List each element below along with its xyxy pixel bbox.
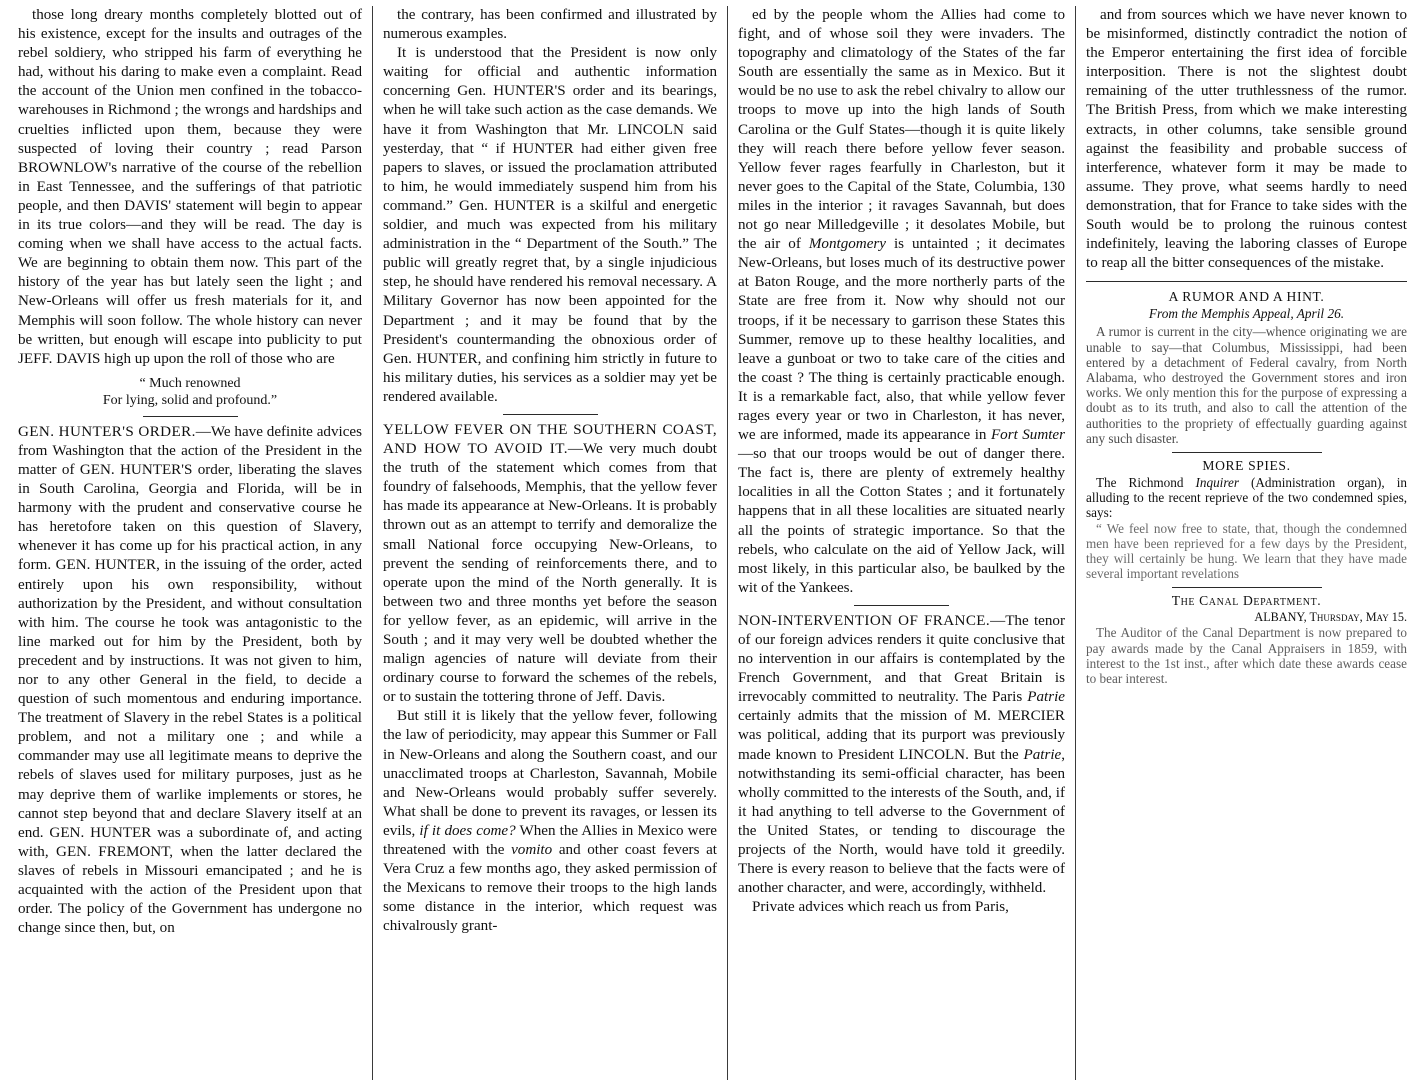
col3-p1-end: —so that our troops would be out of danger there. The fact is, there are plenty of extremely healthy localities in all the Cotton States ; and it fortunately happens that in all these localities are situated nearly all the points of strategic importance. So that the rebels, who calculate on the aid of Yellow Jack, will most likely, in this particular also, be baulked by the wit of the Yankees. [738,446,1065,596]
item-headline-rumor-and-hint: A RUMOR AND A HINT. [1168,289,1325,305]
col3-p1-mid: is untainted ; it decimates New-Orleans, but loses much of its destructive power at Baton Rouge, and the more northerly parts of the State are free from it. Now why should not our troops, if it be necessary to garrison these States this Summer, remove up to these healthy localities, and leave a gunboat or two to take care of the cities and the coast ? The thing is certainly practicable enough. It is a remarkable fact, also, that while yellow fever rages every year or two in Charleston, it has never, we are informed, made its appearance in [738,236,1065,444]
ni-italic-2: Patrie [1023,746,1062,763]
article-headline-yellow-fever: YELLOW FEVER ON THE SOUTHERN COAST, AND HOW TO AVOID IT. [383,421,717,458]
item-quote-more-spies: “ We feel now free to state, that, though the condemned men have been reprieved for a few days by the President, they will certainly be hung. We learn that they have made several important revelations [1086,520,1407,582]
item-headline-canal-department: The Canal Department. [1171,593,1322,609]
ni-pre: —The tenor of our foreign advices renders it quite conclusive that no intervention in our affairs is contemplated by the French Government, and that Great Britain is irrevocably committed to neutrality. The Paris [738,612,1065,706]
column-container [8,6,1417,1080]
col2-divider [503,414,598,415]
col3-divider [854,605,949,606]
verse-line-2: For lying, solid and profound.” [102,392,278,408]
rumor-source-date: April 26. [1293,306,1345,322]
yf-p2-end: and other coast fevers at Vera Cruz a few months ago, they asked permission of the Mexicans to remove their troops to the high lands some distance in the interior, which request was chivalrously grant- [383,842,717,935]
col4-continued-paragraph: and from sources which we have never known to be misinformed, distinctly contradict the notion of the Emperor entertaining the first idea of forcible interposition. There is not the slightest doubt remaining of the utter truthlessness of the rumor. The British Press, from which we make interesting extracts, in other columns, take sensible ground against the feasibility and probable success of interference, whatever form it may be made to assume. They prove, what seems hardly to need demonstration, that for France to take sides with the South would be to prolong the ruinous contest indefinitely, leaving the laboring classes of Europe to reap all the bitter consequences of the mistake. [1086,7,1407,272]
article-headline-non-intervention: NON-INTERVENTION OF FRANCE. [738,612,991,629]
col4-divider-1 [1086,281,1407,282]
article-body-hunters-order: —We have definite advices from Washington that the action of the President in the matter of GEN. HUNTER'S order, liberating the slaves in South Carolina, Georgia and Florida, will be in harmony with the prudent and conservative course he has heretofore taken on this question of Slavery, whenever it has come up for his practical action, in any form. GEN. HUNTER, in the issuing of the order, acted entirely upon his own responsibility, without authorization by the President, and without consultation with him. The course he took was antagonistic to the line marked out for him by the President, both by precedent and by instructions. It was not given to him, nor to any other General in the field, to decide a question of such momentous and enduring importance. The treatment of Slavery in the rebel States is a political problem, and not a military one ; and while a commander may use all legitimate means to deprive the rebels of slaves used for military purposes, just as he may deprive them of warlike implements or stores, he cannot step beyond that and declare Slavery itself at an end. GEN. HUNTER was a subordinate of, and acting with, GEN. FREMONT, when the latter declared the slaves of rebels in Missouri emancipated ; and he is acquainted with the action of the President upon that order. The policy of the Government has undergone no change since then, but, on [18,423,362,937]
col3-p1-italic-2: Fort Sumter [990,427,1065,444]
article-headline-hunters-order: GEN. HUNTER'S ORDER. [18,423,196,440]
verse-line-1: “ Much renowned [139,375,241,391]
item-dateline-canal-department: ALBANY, Thursday, May 15. [1254,610,1407,625]
article-yellow-fever-paragraph-2 [383,707,717,936]
col1-verse [18,375,362,409]
col2-continued-paragraph: the contrary, has been confirmed and illustrated by numerous examples. [383,7,717,43]
col3-p1-italic-1: Montgomery [808,236,886,253]
col4-divider-3 [1172,587,1322,588]
column-4 [1075,6,1417,1080]
column-3 [727,6,1075,1080]
yf-p2-italic-1: if it does come? [419,822,516,839]
ni-end: , notwithstanding its semi-official character, has been wholly committed to the interests of the South, and, if it had anything to tell adverse to the Government of the United States, or tending to discourage the projects of the North, would have told it greedily. There is every reason to believe that the facts were of another character, and were, accordingly, withheld. [738,746,1065,897]
ni-mid: certainly admits that the mission of M. MERCIER was political, adding that its purport was previously made known to President LINCOLN. But the [738,708,1065,763]
article-hunters-order [18,423,362,939]
yf-p2-mid: When the Allies in Mexico were threatened with the [383,822,717,859]
col3-p1-pre: ed by the people whom the Allies had come to fight, and of whose soil they were invaders. The topography and climatology of the States of the far South are essentially the same as in Mexico. But it would be no use to ask the rebel chivalry to allow our troops to move up into the high lands of South Carolina or the Gulf States—though it is quite likely they will reach there before yellow fever season. Yellow fever rages fearfully in Charleston, but it never goes to the Capital of the State, Columbia, 130 miles in the interior ; it ravages Savannah, but does not go near Milledgeville ; it desolates Mobile, but the air of [738,7,1065,253]
spies-pre: The Richmond [1096,474,1196,490]
article-non-intervention [738,612,1065,898]
col4-divider-2 [1172,452,1322,453]
article-body-yellow-fever: —We very much doubt the truth of the statement which comes from that foundry of falsehoods, Memphis, that the yellow fever has made its appearance at New-Orleans. It is probably thrown out as an attempt to terrify and demoralize the small National force occupying New-Orleans, to prevent the sending of reinforcements there, and to operate upon the mind of the North generally. It is between two and three months yet before the season for yellow fever, as an epidemic, will arrive in the South ; and it may very well be doubted whether the malign agencies of nature will deviate from their ordinary course to forward the schemes of the rebels, or to sustain the tottering throne of Jeff. Davis. [383,441,717,706]
item-body-canal-department: The Auditor of the Canal Department is now prepared to pay awards made by the Canal Appraisers in 1859, with interest to the 1st inst., after which date these awards cease to bear interest. [1086,625,1407,686]
item-headline-more-spies: MORE SPIES. [1202,457,1291,473]
spies-italic: Inquirer [1195,474,1239,490]
column-1 [8,6,372,1080]
yf-p2-italic-2: vomito [511,842,553,859]
item-source-rumor-and-hint [1086,306,1407,322]
item-body-rumor-and-hint: A rumor is current in the city—whence originating we are unable to say—that Columbus, Mississippi, had been entered by a detachment of Federal cavalry, from North Alabama, who destroyed the Government stores and iron works. We only mention this for the purpose of expressing a doubt as to its truth, and also to call the attention of the authorities to the propriety of effectually guarding against any such disaster. [1086,324,1407,446]
col1-divider [143,416,238,417]
ni-italic-1: Patrie [1027,689,1065,706]
item-body-more-spies [1086,475,1407,521]
column-2 [372,6,727,1080]
col2-president-paragraph: It is understood that the President is now only waiting for official and authentic information concerning Gen. HUNTER'S order and its bearings, when he will take such action as the case demands. We have it from Washington that Mr. LINCOLN said yesterday, that “ if HUNTER had either given free papers to slaves, or issued the proclamation attributed to him, he would immediately suspend him from his command.” Gen. HUNTER is a skilful and energetic soldier, and much was expected from his military administration in the “ Department of the South.” The public will greatly regret that, by a single injudicious step, he should have rendered his removal necessary. A Military Governor has now been appointed for the Department ; and it may be found that by the President's countermanding the obnoxious order of Gen. HUNTER, and confining him strictly in future to his military duties, his services as a soldier may yet be rendered available. [383,45,717,405]
article-non-intervention-last: Private advices which reach us from Paris, [752,899,1009,916]
spies-end: (Administration organ), in alluding to the recent reprieve of the two condemned spies, says: [1086,474,1408,521]
article-yellow-fever [383,421,717,707]
col3-continued-paragraph [738,6,1065,598]
rumor-source-pre: From the Memphis Appeal, [1148,306,1294,322]
col1-continued-paragraph: those long dreary months completely blotted out of his existence, except for the insults and outrages of the rebel soldiery, who stripped his farm of everything he had, without his daring to make even a complaint. Read the account of the Union men confined in the tobacco-warehouses in Richmond ; the wrongs and hardships and cruelties inflicted upon them, because they were suspected of loving their country ; read Parson BROWNLOW's narrative of the course of the rebellion in East Tennessee, and the sufferings of that patriotic people, and then DAVIS' statement will begin to appear in its true colors—and they will be read. The day is coming when we shall have access to the actual facts. We are beginning to obtain them now. This part of the history of the year has but lately seen the light ; and New-Orleans will offer us fresh materials for it, and Memphis will soon follow. The whole history can never be written, but enough will escape into publicity to put JEFF. DAVIS high up upon the roll of those who are [18,7,362,367]
yf-p2-pre: But still it is likely that the yellow fever, following the law of periodicity, may appear this Summer or Fall in New-Orleans and along the Southern coast, and our unacclimated troops at Charleston, Savannah, Mobile and New-Orleans would probably suffer severely. What shall be done to prevent its ravages, or lessen its evils, [383,708,717,839]
